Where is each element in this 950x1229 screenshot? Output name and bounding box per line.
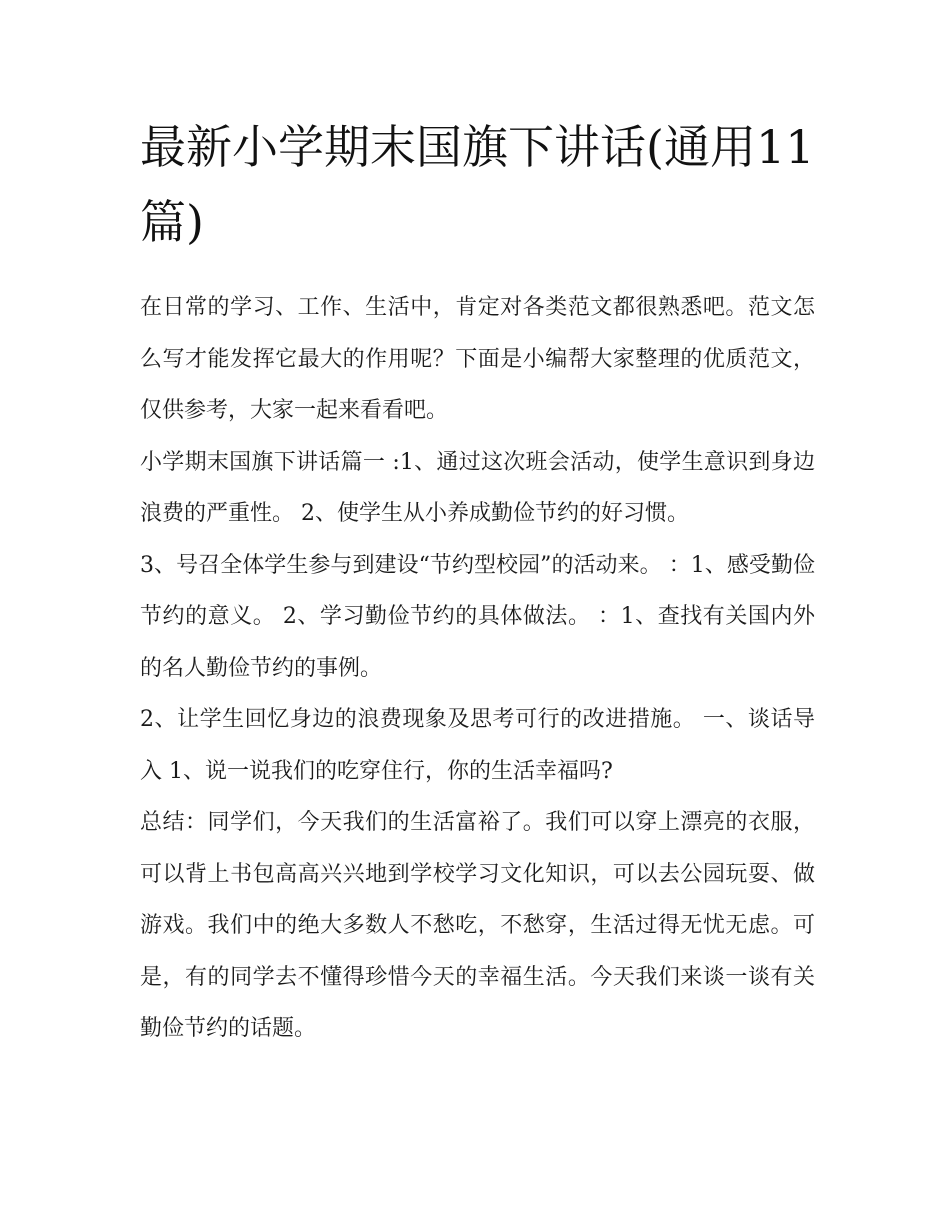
document-body — [140, 110, 815, 1055]
paragraph-summary: 总结：同学们，今天我们的生活富裕了。我们可以穿上漂亮的衣服，可以背上书包高高兴兴地到学校学习文化知识，可以去公园玩耍、做游戏。我们中的绝大多数人不愁吃，不愁穿，生活过得无忧无虑。可是，有的同学去不懂得珍惜今天的幸福生活。今天我们来谈一谈有关勤俭节约的话题。 — [140, 810, 815, 1041]
paragraph-intro-talk: 2、让学生回忆身边的浪费现象及思考可行的改进措施。 一、谈话导入 1、说一说我们的吃穿住行，你的生活幸福吗? — [140, 707, 815, 784]
document-title: 最新小学期末国旗下讲话(通用11篇) — [140, 120, 815, 249]
paragraph-objectives: 小学期末国旗下讲话篇一 :1、通过这次班会活动，使学生意识到身边浪费的严重性。 2、使学生从小养成勤俭节约的好习惯。 — [140, 449, 815, 526]
paragraph-intro: 在日常的学习、工作、生活中，肯定对各类范文都很熟悉吧。范文怎么写才能发挥它最大的作用呢？下面是小编帮大家整理的优质范文，仅供参考，大家一起来看看吧。 — [140, 295, 815, 423]
paragraph-goals: 3、号召全体学生参与到建设“节约型校园”的活动来。 ：1、感受勤俭节约的意义。 2、学习勤俭节约的具体做法。 ：1、查找有关国内外的名人勤俭节约的事例。 — [140, 552, 815, 681]
